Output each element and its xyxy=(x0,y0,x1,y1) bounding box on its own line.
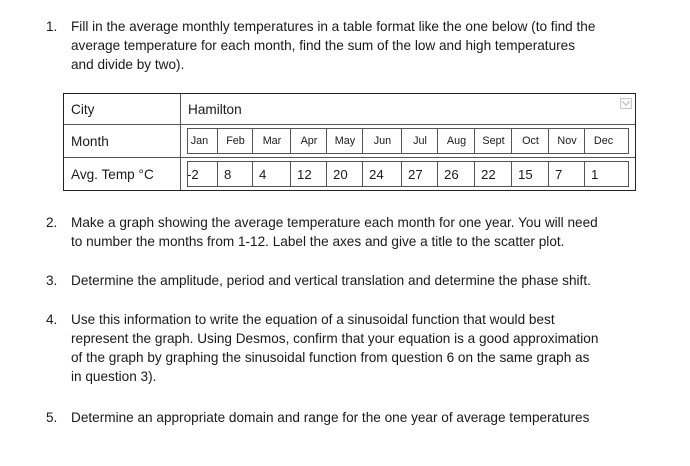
item-line: Determine an appropriate domain and range for the one year of average temperatures xyxy=(71,410,590,425)
item-line: Use this information to write the equation of a sinusoidal function that would best xyxy=(71,312,555,327)
month-cell: Mar xyxy=(262,135,282,147)
temperature-cell[interactable]: 8 xyxy=(224,166,232,182)
item-line: represent the graph. Using Desmos, confirm that your equation is a good approximation xyxy=(71,331,599,346)
cell-divider xyxy=(474,128,475,154)
temperature-cells xyxy=(181,158,635,190)
month-cell: Jun xyxy=(373,135,392,147)
item-line: of the graph by graphing the sinusoidal function from question 6 on the same graph as xyxy=(71,350,590,365)
month-cell: May xyxy=(334,135,356,147)
item-line: to number the months from 1-12. Label the axes and give a title to the scatter plot. xyxy=(71,234,565,249)
instruction-item-2 xyxy=(46,213,656,251)
item-text xyxy=(71,310,656,386)
cell-divider xyxy=(217,128,218,154)
item-number: 3. xyxy=(46,273,58,288)
cell-divider xyxy=(362,128,363,154)
cell-divider xyxy=(290,161,291,187)
item-text xyxy=(71,17,656,74)
month-cell: Jul xyxy=(413,135,427,147)
month-cell: Aug xyxy=(446,135,467,147)
temperature-cell[interactable]: -2 xyxy=(187,166,199,182)
table-row-city xyxy=(64,94,635,125)
temperature-cell[interactable]: 4 xyxy=(259,166,267,182)
item-line: in question 3). xyxy=(71,369,157,384)
cell-divider xyxy=(290,128,291,154)
month-cell: Jan xyxy=(190,135,209,147)
cell-divider xyxy=(584,128,585,154)
cell-divider xyxy=(474,161,475,187)
month-cell: Nov xyxy=(557,135,577,147)
temperature-table xyxy=(63,93,636,191)
item-line: and divide by two). xyxy=(71,57,185,72)
month-cells xyxy=(181,125,635,157)
item-number: 1. xyxy=(46,19,58,34)
city-value: Hamilton xyxy=(188,101,242,117)
cell-divider xyxy=(437,161,438,187)
month-label: Month xyxy=(64,125,181,157)
item-line: Fill in the average monthly temperatures in a table format like the one below (to find the xyxy=(71,19,596,34)
month-cell: Oct xyxy=(522,135,539,147)
instruction-item-4 xyxy=(46,310,656,386)
temperature-cell[interactable]: 12 xyxy=(297,166,312,182)
item-line: average temperature for each month, find the sum of the low and high temperatures xyxy=(71,38,576,53)
cell-divider xyxy=(217,161,218,187)
cell-grid xyxy=(187,161,629,187)
cell-divider xyxy=(437,128,438,154)
instruction-item-3 xyxy=(46,271,656,290)
table-row-temperature xyxy=(64,158,635,190)
item-number: 2. xyxy=(46,215,58,230)
cell-divider xyxy=(548,128,549,154)
item-text xyxy=(71,213,656,251)
temperature-label: Avg. Temp °C xyxy=(64,158,181,190)
item-number: 4. xyxy=(46,312,58,327)
cell-divider xyxy=(401,161,402,187)
temperature-cell[interactable]: 26 xyxy=(444,166,459,182)
month-cell: Feb xyxy=(226,135,245,147)
item-text xyxy=(71,408,656,427)
instruction-item-1 xyxy=(46,17,656,74)
temperature-cell[interactable]: 15 xyxy=(518,166,533,182)
cell-grid xyxy=(187,128,629,154)
cell-divider xyxy=(362,161,363,187)
temperature-cell[interactable]: 24 xyxy=(369,166,384,182)
item-line: Determine the amplitude, period and vertical translation and determine the phase shift. xyxy=(71,273,591,288)
cell-divider xyxy=(252,161,253,187)
cell-divider xyxy=(326,161,327,187)
temperature-cell[interactable]: 1 xyxy=(591,166,599,182)
cell-divider xyxy=(511,128,512,154)
cell-divider xyxy=(401,128,402,154)
cell-divider xyxy=(252,128,253,154)
temperature-cell[interactable]: 22 xyxy=(481,166,496,182)
temperature-cell[interactable]: 27 xyxy=(408,166,423,182)
cell-divider xyxy=(548,161,549,187)
item-text xyxy=(71,271,656,290)
month-cell: Sept xyxy=(482,135,505,147)
chevron-down-icon[interactable] xyxy=(620,98,632,109)
cell-divider xyxy=(584,161,585,187)
cell-divider xyxy=(511,161,512,187)
temperature-cell[interactable]: 20 xyxy=(333,166,348,182)
month-cell: Apr xyxy=(300,135,318,147)
instruction-item-5 xyxy=(46,408,656,427)
city-label: City xyxy=(64,94,181,124)
item-number: 5. xyxy=(46,410,58,425)
month-cell: Dec xyxy=(593,135,614,147)
temperature-cell[interactable]: 7 xyxy=(555,166,563,182)
cell-divider xyxy=(326,128,327,154)
item-line: Make a graph showing the average temperature each month for one year. You will need xyxy=(71,215,598,230)
table-row-month xyxy=(64,125,635,158)
